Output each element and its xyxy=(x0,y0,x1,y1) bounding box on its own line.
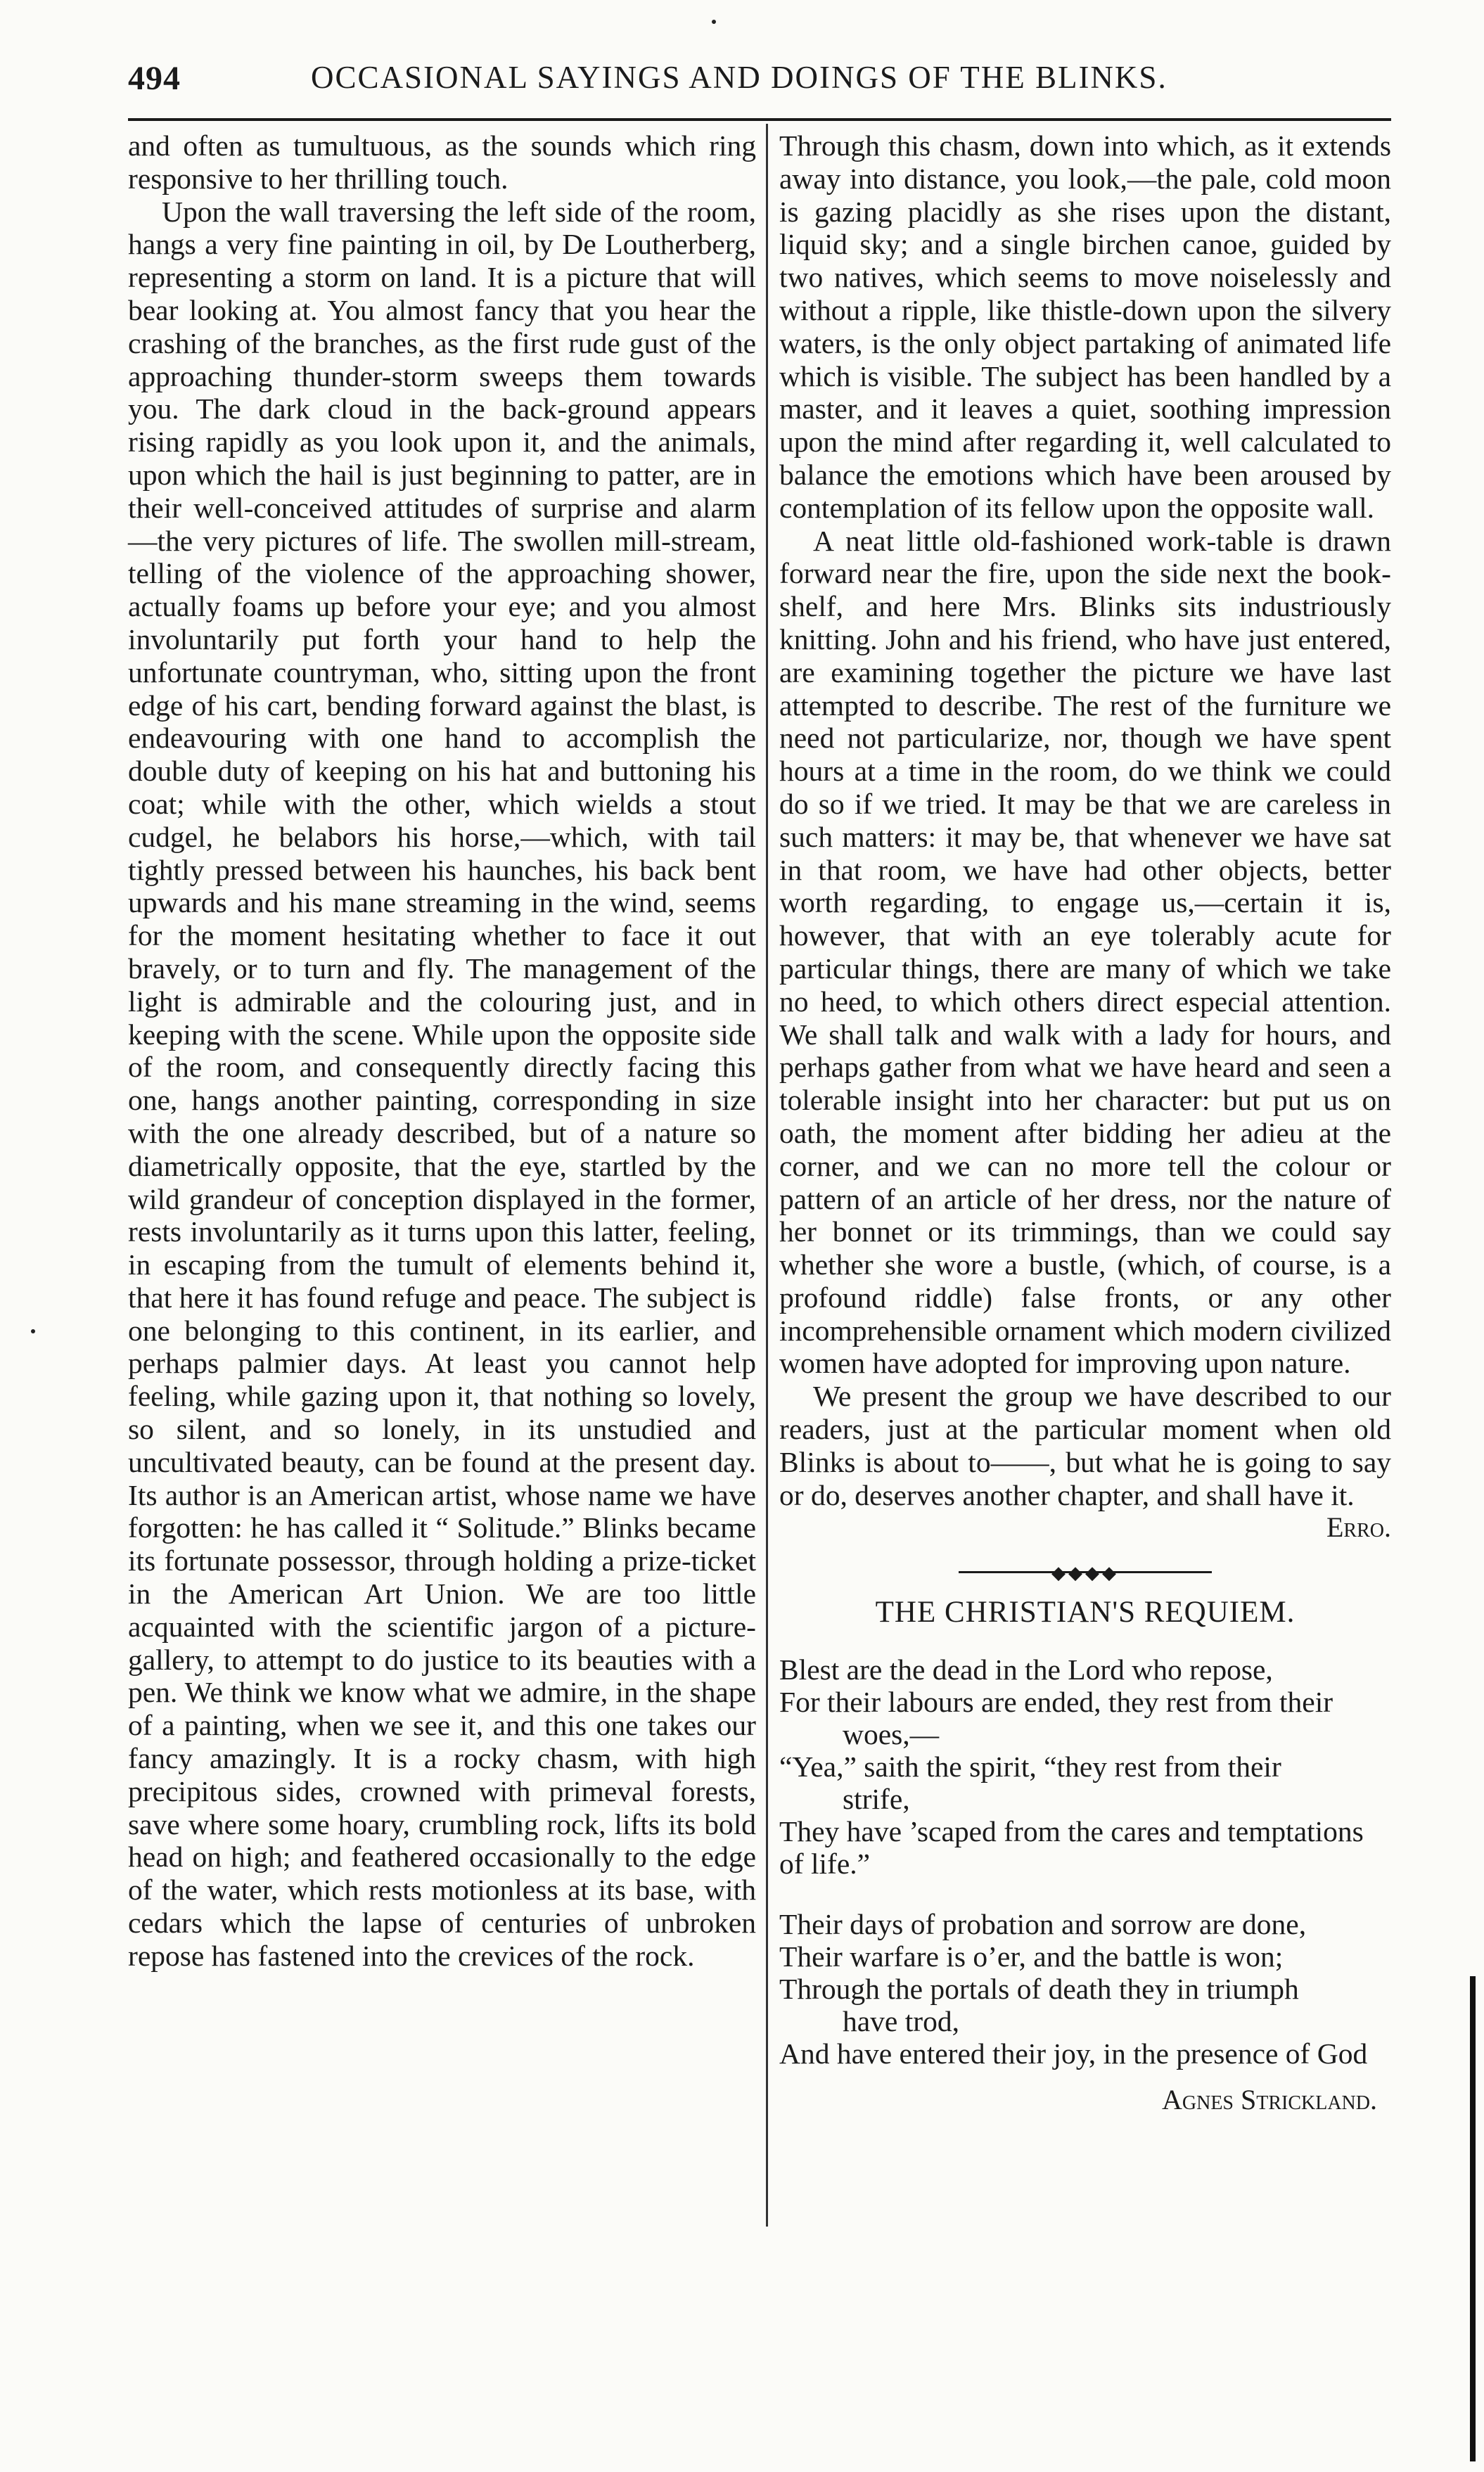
running-title: OCCASIONAL SAYINGS AND DOINGS OF THE BLINKS. xyxy=(311,60,1168,95)
paragraph: A neat little old-fashioned work-table is drawn forward near the fire, upon the side next the book-shelf, and here Mrs. Blinks sits industriously knitting. John and his friend, who have just entered, are examining together the picture we have last attempted to describe. The rest of the furniture we need not particularize, nor, though we have spent hours at a time in the room, do we think we could do so if we tried. It may be that we are careless in such matters: it may be, that whenever we have sat in that room, we have had other objects, better worth regarding, to engage us,—certain it is, however, that with an eye tolerably acute for particular things, there are many of which we take no heed, to which others direct especial attention. We shall talk and walk with a lady for hours, and perhaps gather from what we have heard and seen a tolerable insight into her character: but put us on oath, the moment after bidding her adieu at the corner, and we can no more tell the colour or pattern of an article of her dress, nor the nature of her bonnet or its trimmings, than we could say whether she wore a bustle, (which, of course, is a profound riddle) false fronts, or any other incomprehensible ornament which modern civilized women have adopted for improving upon nature. xyxy=(779,524,1391,1380)
header-rule xyxy=(128,118,1391,121)
poem-stanza xyxy=(779,1908,1391,2070)
scan-speck xyxy=(31,1329,35,1333)
poem-line: strife, xyxy=(843,1783,910,1816)
poem-stanza xyxy=(779,1653,1391,1880)
poem-line: have trod, xyxy=(843,2005,959,2038)
page-header xyxy=(128,59,1391,111)
poem-line: Their days of probation and sorrow are done, xyxy=(779,1908,1307,1941)
column-divider xyxy=(766,124,768,2227)
poem-line: Blest are the dead in the Lord who repose, xyxy=(779,1653,1273,1686)
ornamental-divider xyxy=(959,1563,1212,1584)
diamond-ornament-icon: ◆◆◆◆ xyxy=(1051,1563,1119,1584)
poem-title: THE CHRISTIAN'S REQUIEM. xyxy=(875,1596,1296,1629)
article-signature: Erro. xyxy=(1326,1511,1391,1544)
paragraph: and often as tumultuous, as the sounds which ring responsive to her thrilling touch. xyxy=(128,129,756,195)
poem-line: For their labours are ended, they rest from their xyxy=(779,1686,1333,1719)
poem-line: Through the portals of death they in triumph xyxy=(779,1973,1299,2006)
scan-speck xyxy=(712,20,716,24)
paragraph: Through this chasm, down into which, as it extends away into distance, you look,—the pale, cold moon is gazing placidly as she rises upon the distant, liquid sky; and a single birchen canoe, guided by two natives, which seems to move noiselessly and without a ripple, like thistle-down upon the silvery waters, is the only object partaking of animated life which is visible. The subject has been handled by a master, and it leaves a quiet, soothing impression upon the mind after regarding it, well calculated to balance the emotions which have been aroused by contemplation of its fellow upon the opposite wall. xyxy=(779,129,1391,524)
poem-line: woes,— xyxy=(843,1718,940,1751)
poem-line: Their warfare is o’er, and the battle is won; xyxy=(779,1940,1284,1973)
poem-line: And have entered their joy, in the presence of God xyxy=(779,2037,1368,2070)
paragraph: Upon the wall traversing the left side of the room, hangs a very fine painting in oil, by De Loutherberg, representing a storm on land. It is a picture that will bear looking at. You almost fancy that you hear the crashing of the branches, as the first rude gust of the approaching thunder-storm sweeps them towards you. The dark cloud in the back-ground appears rising rapidly as you look upon it, and the animals, upon which the hail is just beginning to patter, are in their well-conceived attitudes of surprise and alarm—the very pictures of life. The swollen mill-stream, telling of the violence of the approaching shower, actually foams up before your eye; and you almost involuntarily put forth your hand to help the unfortunate countryman, who, sitting upon the front edge of his cart, bending forward against the blast, is endeavouring with one hand to accomplish the double duty of keeping on his hat and buttoning his coat; while with the other, which wields a stout cudgel, he belabors his horse,—which, with tail tightly pressed between his haunches, his back bent upwards and his mane streaming in the wind, seems for the moment hesitating whether to face it out bravely, or to turn and fly. The management of the light is admirable and the colouring just, and in keeping with the scene. While upon the opposite side of the room, and consequently directly facing this one, hangs another painting, corresponding in size with the one already described, but of a nature so diametrically opposite, that the eye, startled by the wild grandeur of conception displayed in the former, rests involuntarily as it turns upon this latter, feeling, in escaping from the tumult of elements behind it, that here it has found refuge and peace. The subject is one belonging to this continent, in its earlier, and perhaps palmier days. At least you cannot help feeling, while gazing upon it, that nothing so lovely, so silent, and so lonely, in its unstudied and uncultivated beauty, can be found at the present day. Its author is an American artist, whose name we have forgotten: he has called it “ Solitude.” Blinks became its fortunate possessor, through holding a prize-ticket in the American Art Union. We are too little acquainted with the scientific jargon of a picture-gallery, to attempt to do justice to its beauties with a pen. We think we know what we admire, in the shape of a painting, when we see it, and this one takes our fancy amazingly. It is a rocky chasm, with high precipitous sides, crowned with primeval forests, save where some hoary, crumbling rock, lifts its bold head on high; and feathered occasionally to the edge of the water, which rests motionless at its base, with cedars which the lapse of centuries of unbroken repose has fastened into the crevices of the rock. xyxy=(128,195,756,1972)
poem-line: They have ’scaped from the cares and temptations of life.” xyxy=(779,1815,1364,1881)
scan-edge-mark xyxy=(1470,1976,1476,2461)
right-column xyxy=(779,129,1391,2117)
poem-line: “Yea,” saith the spirit, “they rest from their xyxy=(779,1750,1281,1783)
left-column xyxy=(128,129,756,1973)
poem-body xyxy=(779,1653,1391,2070)
paragraph: We present the group we have described to our readers, just at the particular moment when old Blinks is about to——, but what he is going to say or do, deserves another chapter, and shall have it. xyxy=(779,1380,1391,1511)
poem-author: Agnes Strickland. xyxy=(1161,2084,1377,2116)
page-number: 494 xyxy=(128,60,181,97)
